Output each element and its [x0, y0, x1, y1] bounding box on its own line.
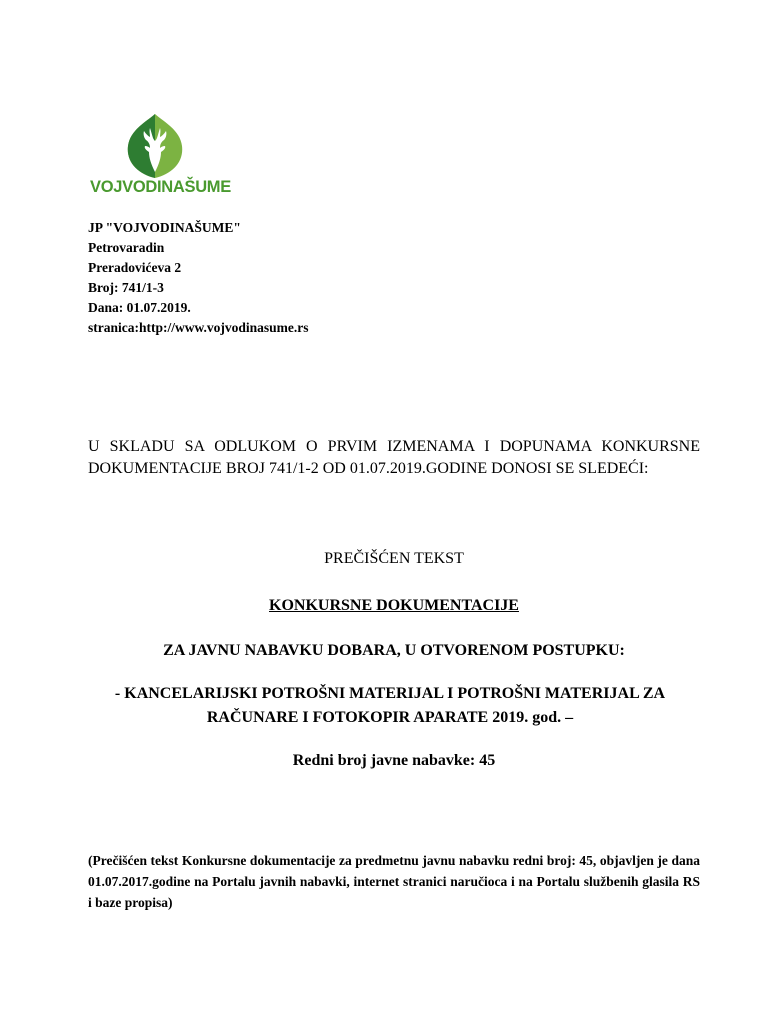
title-subject-line2: RAČUNARE I FOTOKOPIR APARATE 2019. god. –: [206, 709, 574, 726]
title-procurement-type: ZA JAVNU NABAVKU DOBARA, U OTVORENOM POSTUPKU:: [163, 642, 625, 659]
company-logo: [86, 112, 231, 202]
logo-wordmark: VOJVODINAŠUME: [90, 178, 231, 196]
sender-block: [88, 218, 309, 338]
sender-company: JP "VOJVODINAŠUME": [88, 220, 241, 235]
intro-paragraph: U SKLADU SA ODLUKOM O PRVIM IZMENAMA I DOPUNAMA KONKURSNE DOKUMENTACIJE BROJ 741/1-2 OD 01.07.2019.GODINE DONOSI SE SLEDEĆI:: [88, 438, 700, 477]
sender-city: Petrovaradin: [88, 240, 165, 255]
deer-leaf-logo-icon: [124, 112, 186, 180]
title-procurement-number: Redni broj javne nabavke: 45: [292, 752, 496, 769]
title-konkursne: KONKURSNE DOKUMENTACIJE: [269, 597, 519, 614]
sender-website: stranica:http://www.vojvodinasume.rs: [88, 320, 309, 335]
title-subject-line1: - KANCELARIJSKI POTROŠNI MATERIJAL I POTROŠNI MATERIJAL ZA: [114, 685, 666, 702]
sender-street: Preradovićeva 2: [88, 260, 182, 275]
note-paragraph: (Prečišćen tekst Konkursne dokumentacije za predmetnu javnu nabavku redni broj: 45, objavljen je dana 01.07.2017.godine na Portalu javnih nabavki, internet stranici naručioca i na Portalu službenih glasila RS i baze propisa): [88, 853, 700, 910]
sender-number: Broj: 741/1-3: [88, 280, 164, 295]
title-cleaned-text: PREČIŠĆEN TEKST: [324, 550, 464, 567]
sender-date: Dana: 01.07.2019.: [88, 300, 191, 315]
title-subject: [70, 682, 710, 730]
